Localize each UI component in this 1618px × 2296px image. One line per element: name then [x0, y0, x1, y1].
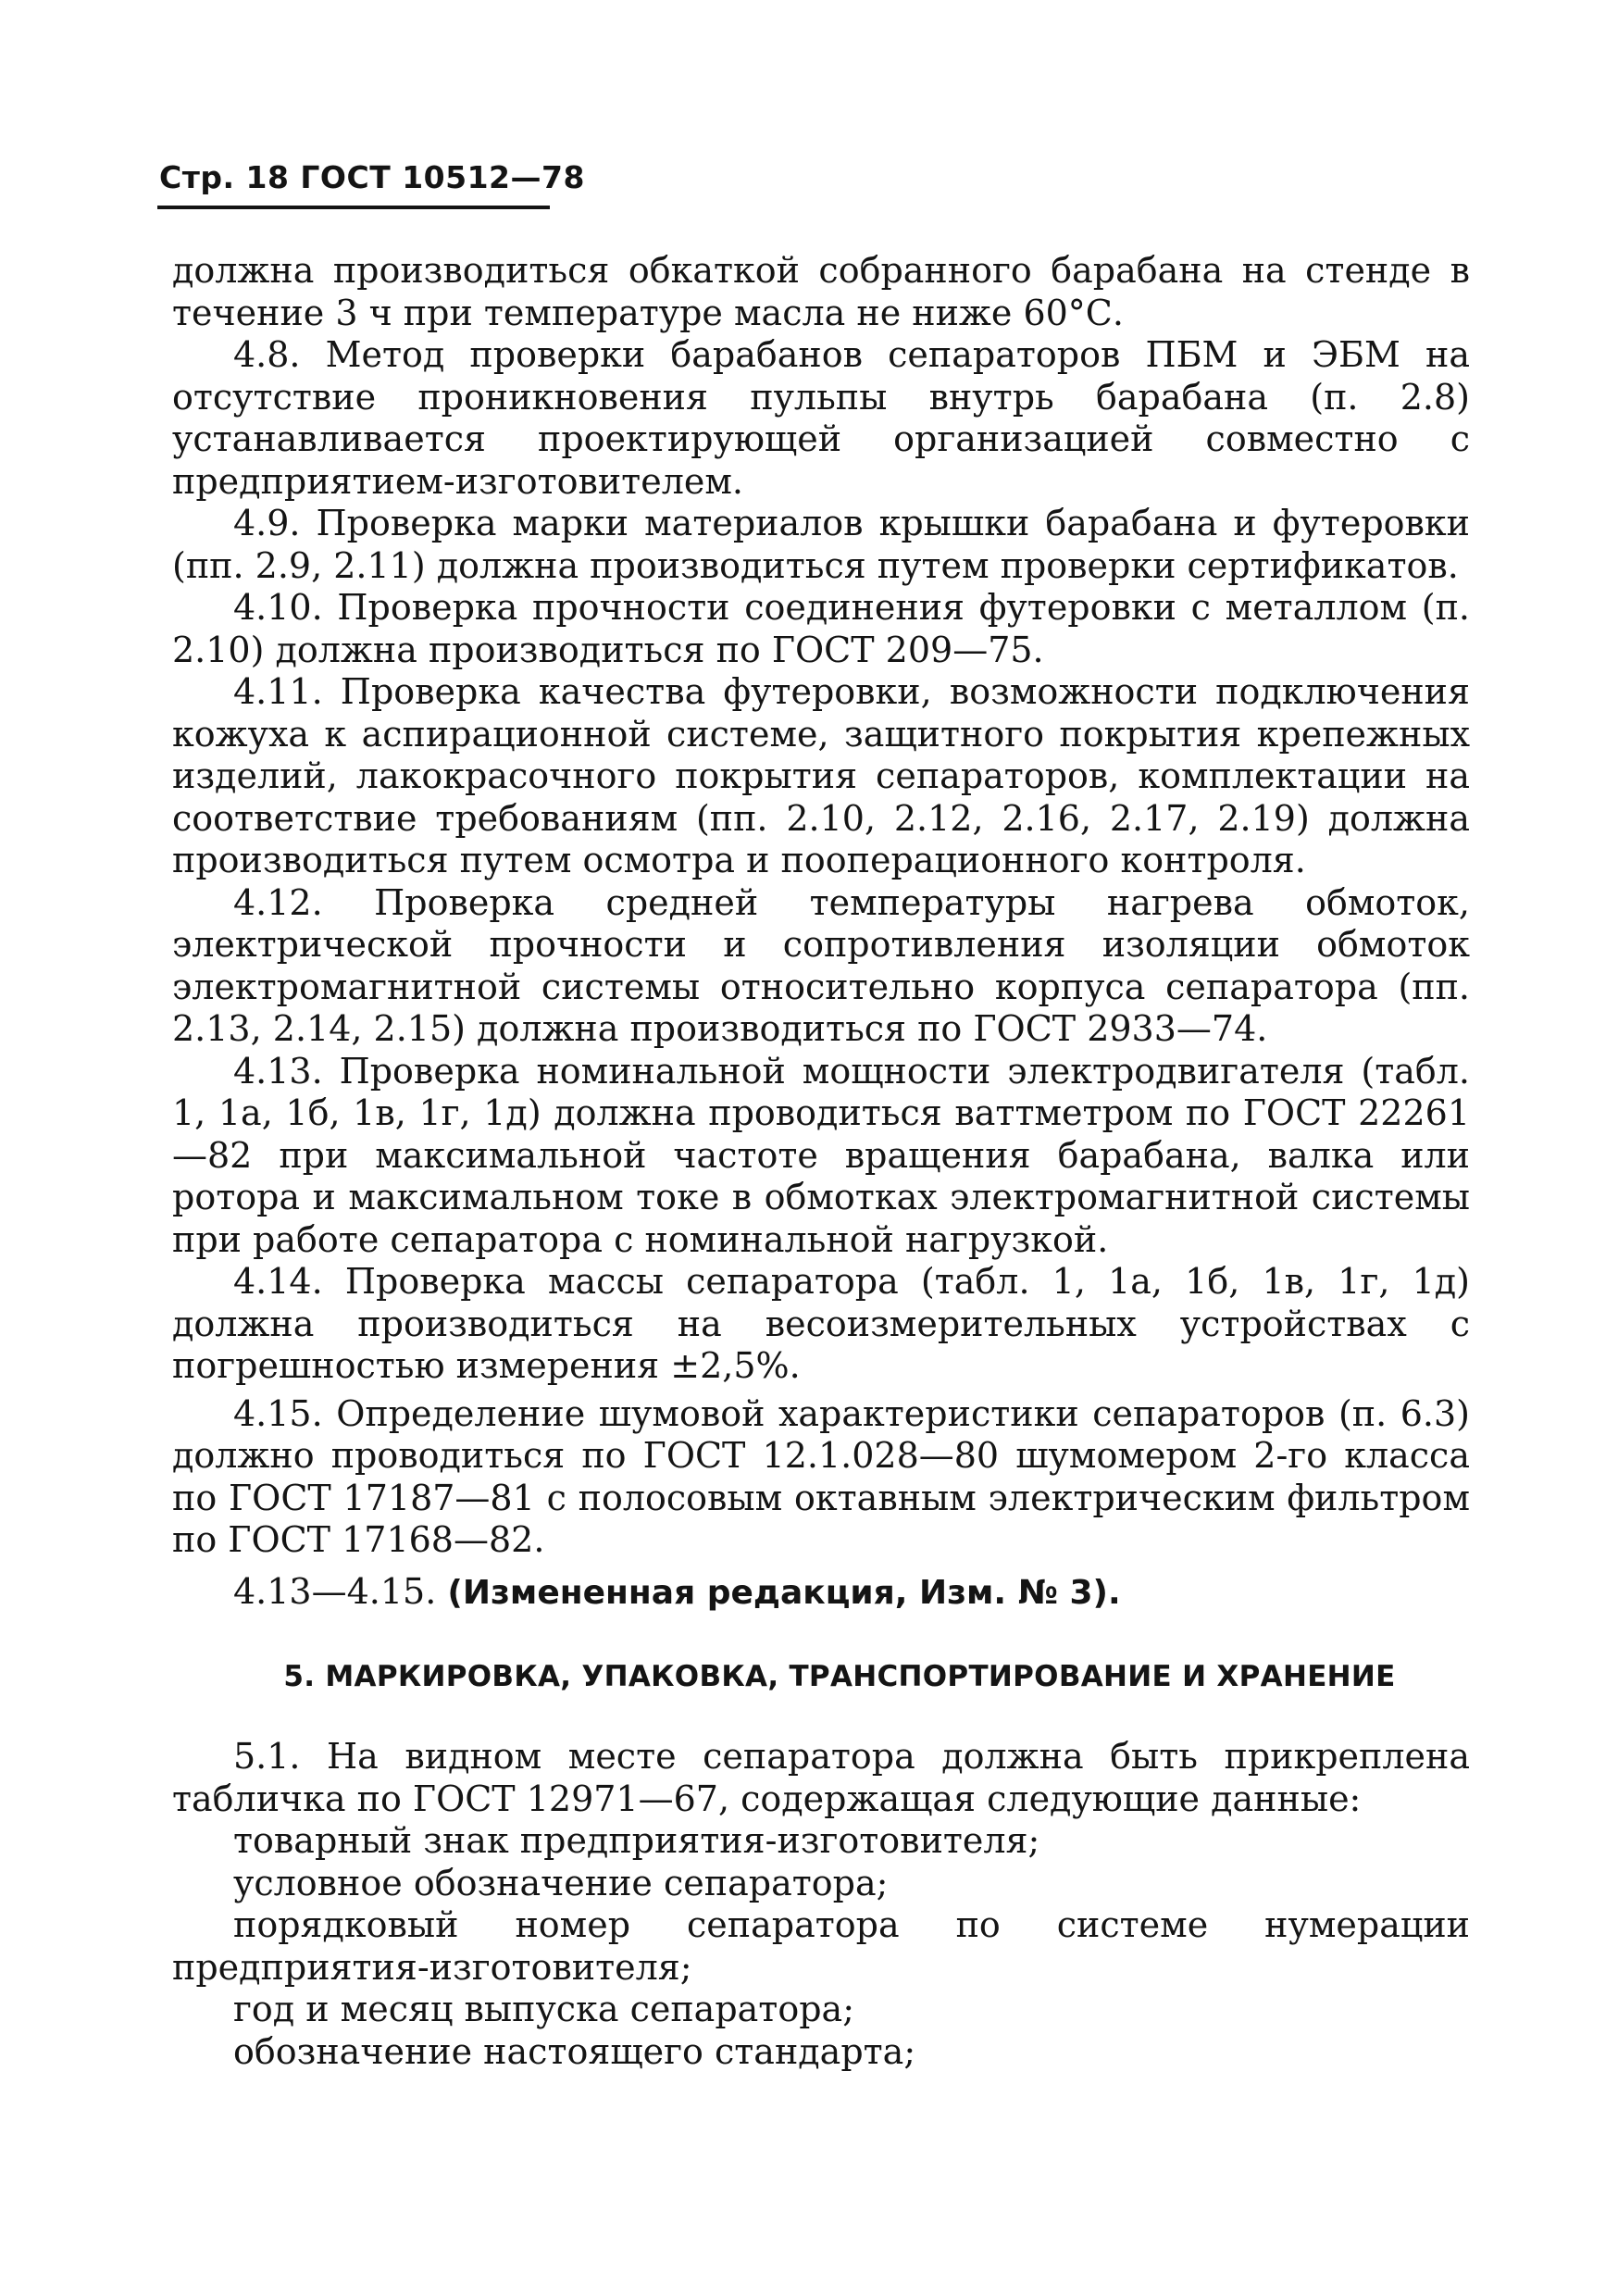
list-item: обозначение настоящего стандарта;: [233, 2030, 916, 2072]
amendment-prefix: 4.13—4.15.: [233, 1570, 437, 1612]
paragraph-4-13: 4.13. Проверка номинальной мощности электродвигателя (табл. 1, 1а, 1б, 1в, 1г, 1д) должна проводиться ваттметром по ГОСТ 22261—82 при максимальной частоте вращения барабана, валка или ротора и максимальном токе в обмотках электромагнитной системы при работе сепаратора с номинальной нагрузкой.: [172, 1050, 1470, 1260]
list-item: товарный знак предприятия-изготовителя;: [233, 1820, 1040, 1861]
paragraph-4-12: 4.12. Проверка средней температуры нагрева обмоток, электрической прочности и сопротивления изоляции обмоток электромагнитной системы относительно корпуса сепаратора (пп. 2.13, 2.14, 2.15) должна производиться по ГОСТ 2933—74.: [172, 881, 1470, 1049]
list-item: условное обозначение сепаратора;: [233, 1862, 889, 1903]
paragraph-4-15: 4.15. Определение шумовой характеристики сепараторов (п. 6.3) должно проводиться по ГОСТ 12.1.028—80 шумомером 2-го класса по ГОСТ 17187—81 с полосовым октавным электрическим фильтром по ГОСТ 17168—82.: [172, 1392, 1470, 1560]
header-rule: [157, 206, 550, 209]
page-header: Стр. 18 ГОСТ 10512—78: [159, 159, 585, 195]
paragraph-4-10: 4.10. Проверка прочности соединения футеровки с металлом (п. 2.10) должна производиться по ГОСТ 209—75.: [172, 587, 1470, 670]
document-body: [172, 250, 1470, 2073]
paragraph-continuation: должна производиться обкаткой собранного барабана на стенде в течение 3 ч при температуре масла не ниже 60°С.: [172, 250, 1470, 333]
amendment-note: [172, 1571, 1470, 1615]
paragraph-4-11: 4.11. Проверка качества футеровки, возможности подключения кожуха к аспирационной системе, защитного покрытия крепежных изделий, лакокрасочного покрытия сепараторов, комплектации на соответствие требованиям (пп. 2.10, 2.12, 2.16, 2.17, 2.19) должна производиться путем осмотра и пооперационного контроля.: [172, 671, 1470, 880]
paragraph-4-14: 4.14. Проверка массы сепаратора (табл. 1, 1а, 1б, 1в, 1г, 1д) должна производиться на весоизмерительных устройствах с погрешностью измерения ±2,5%.: [172, 1261, 1470, 1386]
amendment-bold: (Измененная редакция, Изм. № 3).: [447, 1573, 1121, 1612]
paragraph-4-9: 4.9. Проверка марки материалов крышки барабана и футеровки (пп. 2.9, 2.11) должна производиться путем проверки сертификатов.: [172, 503, 1470, 586]
paragraph-4-8: 4.8. Метод проверки барабанов сепараторов ПБМ и ЭБМ на отсутствие проникновения пульпы внутрь барабана (п. 2.8) устанавливается проектирующей организацией совместно с предприятием-изготовителем.: [172, 334, 1470, 502]
list-item: порядковый номер сепаратора по системе нумерации предприятия-изготовителя;: [172, 1904, 1470, 1988]
section-5-title: 5. МАРКИРОВКА, УПАКОВКА, ТРАНСПОРТИРОВАНИЕ И ХРАНЕНИЕ: [283, 1660, 1396, 1693]
paragraph-5-1: 5.1. На видном месте сепаратора должна быть прикреплена табличка по ГОСТ 12971—67, содержащая следующие данные:: [172, 1736, 1470, 1819]
list-item: год и месяц выпуска сепаратора;: [233, 1989, 854, 2029]
